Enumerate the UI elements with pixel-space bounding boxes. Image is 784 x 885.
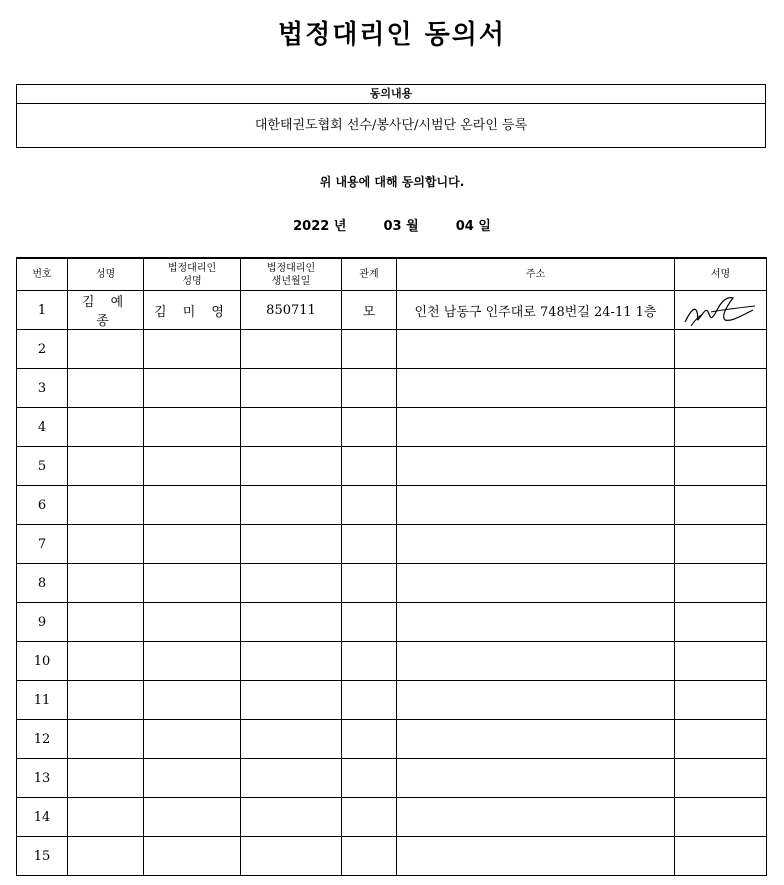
date-year: 2022 [293, 219, 330, 234]
table-row [17, 330, 767, 369]
row-no: 8 [17, 564, 68, 603]
row-no: 13 [17, 759, 68, 798]
date-month-unit: 월 [406, 219, 419, 234]
row-relation [342, 759, 397, 798]
document-title: 법정대리인 동의서 [278, 20, 506, 50]
table-row [17, 564, 767, 603]
row-no: 1 [17, 291, 68, 330]
row-address [397, 330, 675, 369]
row-address [397, 603, 675, 642]
row-name [68, 642, 144, 681]
row-relation [342, 720, 397, 759]
row-address [397, 447, 675, 486]
row-no: 4 [17, 408, 68, 447]
row-relation [342, 564, 397, 603]
row-guardian-birth: 850711 [241, 291, 342, 330]
row-address [397, 681, 675, 720]
row-guardian-name [144, 447, 241, 486]
row-signature [675, 369, 767, 408]
row-address [397, 642, 675, 681]
row-guardian-name [144, 369, 241, 408]
row-relation: 모 [342, 291, 397, 330]
row-address [397, 759, 675, 798]
row-guardian-name [144, 525, 241, 564]
row-guardian-birth [241, 525, 342, 564]
row-no: 5 [17, 447, 68, 486]
row-relation [342, 330, 397, 369]
row-name [68, 759, 144, 798]
row-name [68, 798, 144, 837]
row-name [68, 837, 144, 876]
row-guardian-name [144, 837, 241, 876]
row-no: 9 [17, 603, 68, 642]
row-signature [675, 291, 767, 330]
row-guardian-birth [241, 330, 342, 369]
table-row [17, 447, 767, 486]
row-signature [675, 486, 767, 525]
row-no: 2 [17, 330, 68, 369]
table-row [17, 720, 767, 759]
row-signature [675, 798, 767, 837]
row-guardian-name [144, 642, 241, 681]
date-month: 03 [383, 219, 402, 234]
table-header-row [17, 258, 767, 291]
row-signature [675, 603, 767, 642]
row-address [397, 798, 675, 837]
table-row [17, 408, 767, 447]
table-row [17, 759, 767, 798]
row-name [68, 720, 144, 759]
row-name [68, 330, 144, 369]
row-address: 인천 남동구 인주대로 748번길 24-11 1층 [397, 291, 675, 330]
row-signature [675, 642, 767, 681]
row-relation [342, 447, 397, 486]
header-relation: 관계 [342, 258, 397, 291]
header-no: 번호 [17, 258, 68, 291]
header-address: 주소 [397, 258, 675, 291]
row-relation [342, 837, 397, 876]
row-name [68, 564, 144, 603]
row-guardian-name [144, 720, 241, 759]
row-guardian-name [144, 681, 241, 720]
row-name [68, 603, 144, 642]
row-guardian-birth [241, 837, 342, 876]
row-guardian-birth [241, 642, 342, 681]
date-day: 04 [455, 219, 474, 234]
row-guardian-birth [241, 447, 342, 486]
row-name [68, 447, 144, 486]
row-guardian-name: 김 미 영 [144, 291, 241, 330]
table-row [17, 369, 767, 408]
table-row [17, 291, 767, 330]
header-guardian-name: 법정대리인 성명 [144, 258, 241, 291]
row-relation [342, 369, 397, 408]
table-row [17, 837, 767, 876]
guardian-table [16, 257, 767, 876]
row-signature [675, 720, 767, 759]
consent-content: 대한태권도협회 선수/봉사단/시범단 온라인 등록 [254, 118, 528, 133]
header-name: 성명 [68, 258, 144, 291]
table-row [17, 486, 767, 525]
row-no: 6 [17, 486, 68, 525]
row-guardian-name [144, 798, 241, 837]
row-name [68, 408, 144, 447]
header-guardian-birth: 법정대리인 생년월일 [241, 258, 342, 291]
row-signature [675, 408, 767, 447]
row-address [397, 369, 675, 408]
consent-box [16, 84, 766, 148]
table-row [17, 525, 767, 564]
row-signature [675, 837, 767, 876]
row-address [397, 525, 675, 564]
date-day-unit: 일 [478, 219, 491, 234]
row-address [397, 837, 675, 876]
row-name [68, 369, 144, 408]
row-name [68, 525, 144, 564]
header-signature: 서명 [675, 258, 767, 291]
row-relation [342, 798, 397, 837]
row-address [397, 486, 675, 525]
row-signature [675, 447, 767, 486]
row-relation [342, 681, 397, 720]
row-address [397, 408, 675, 447]
row-name [68, 486, 144, 525]
row-guardian-name [144, 330, 241, 369]
date-year-unit: 년 [333, 219, 347, 234]
row-guardian-birth [241, 369, 342, 408]
row-name [68, 681, 144, 720]
row-no: 3 [17, 369, 68, 408]
row-guardian-name [144, 486, 241, 525]
row-relation [342, 486, 397, 525]
table-row [17, 642, 767, 681]
row-guardian-birth [241, 720, 342, 759]
row-guardian-birth [241, 681, 342, 720]
row-relation [342, 525, 397, 564]
table-row [17, 798, 767, 837]
row-signature [675, 564, 767, 603]
row-signature [675, 759, 767, 798]
row-guardian-name [144, 759, 241, 798]
row-guardian-birth [241, 564, 342, 603]
row-relation [342, 603, 397, 642]
row-name: 김 예 종 [68, 291, 144, 330]
row-guardian-birth [241, 486, 342, 525]
consent-header: 동의내용 [17, 85, 765, 104]
row-no: 11 [17, 681, 68, 720]
table-row [17, 603, 767, 642]
row-address [397, 564, 675, 603]
handwritten-signature [681, 292, 761, 328]
row-address [397, 720, 675, 759]
table-row [17, 681, 767, 720]
row-relation [342, 642, 397, 681]
row-guardian-birth [241, 798, 342, 837]
row-signature [675, 525, 767, 564]
row-guardian-name [144, 603, 241, 642]
row-signature [675, 681, 767, 720]
agree-statement: 위 내용에 대해 동의합니다. [319, 175, 465, 189]
row-guardian-birth [241, 408, 342, 447]
date-line [0, 215, 784, 234]
row-guardian-name [144, 408, 241, 447]
row-no: 7 [17, 525, 68, 564]
row-no: 10 [17, 642, 68, 681]
row-signature [675, 330, 767, 369]
row-no: 15 [17, 837, 68, 876]
row-no: 12 [17, 720, 68, 759]
row-relation [342, 408, 397, 447]
row-guardian-birth [241, 603, 342, 642]
row-guardian-birth [241, 759, 342, 798]
row-guardian-name [144, 564, 241, 603]
row-no: 14 [17, 798, 68, 837]
